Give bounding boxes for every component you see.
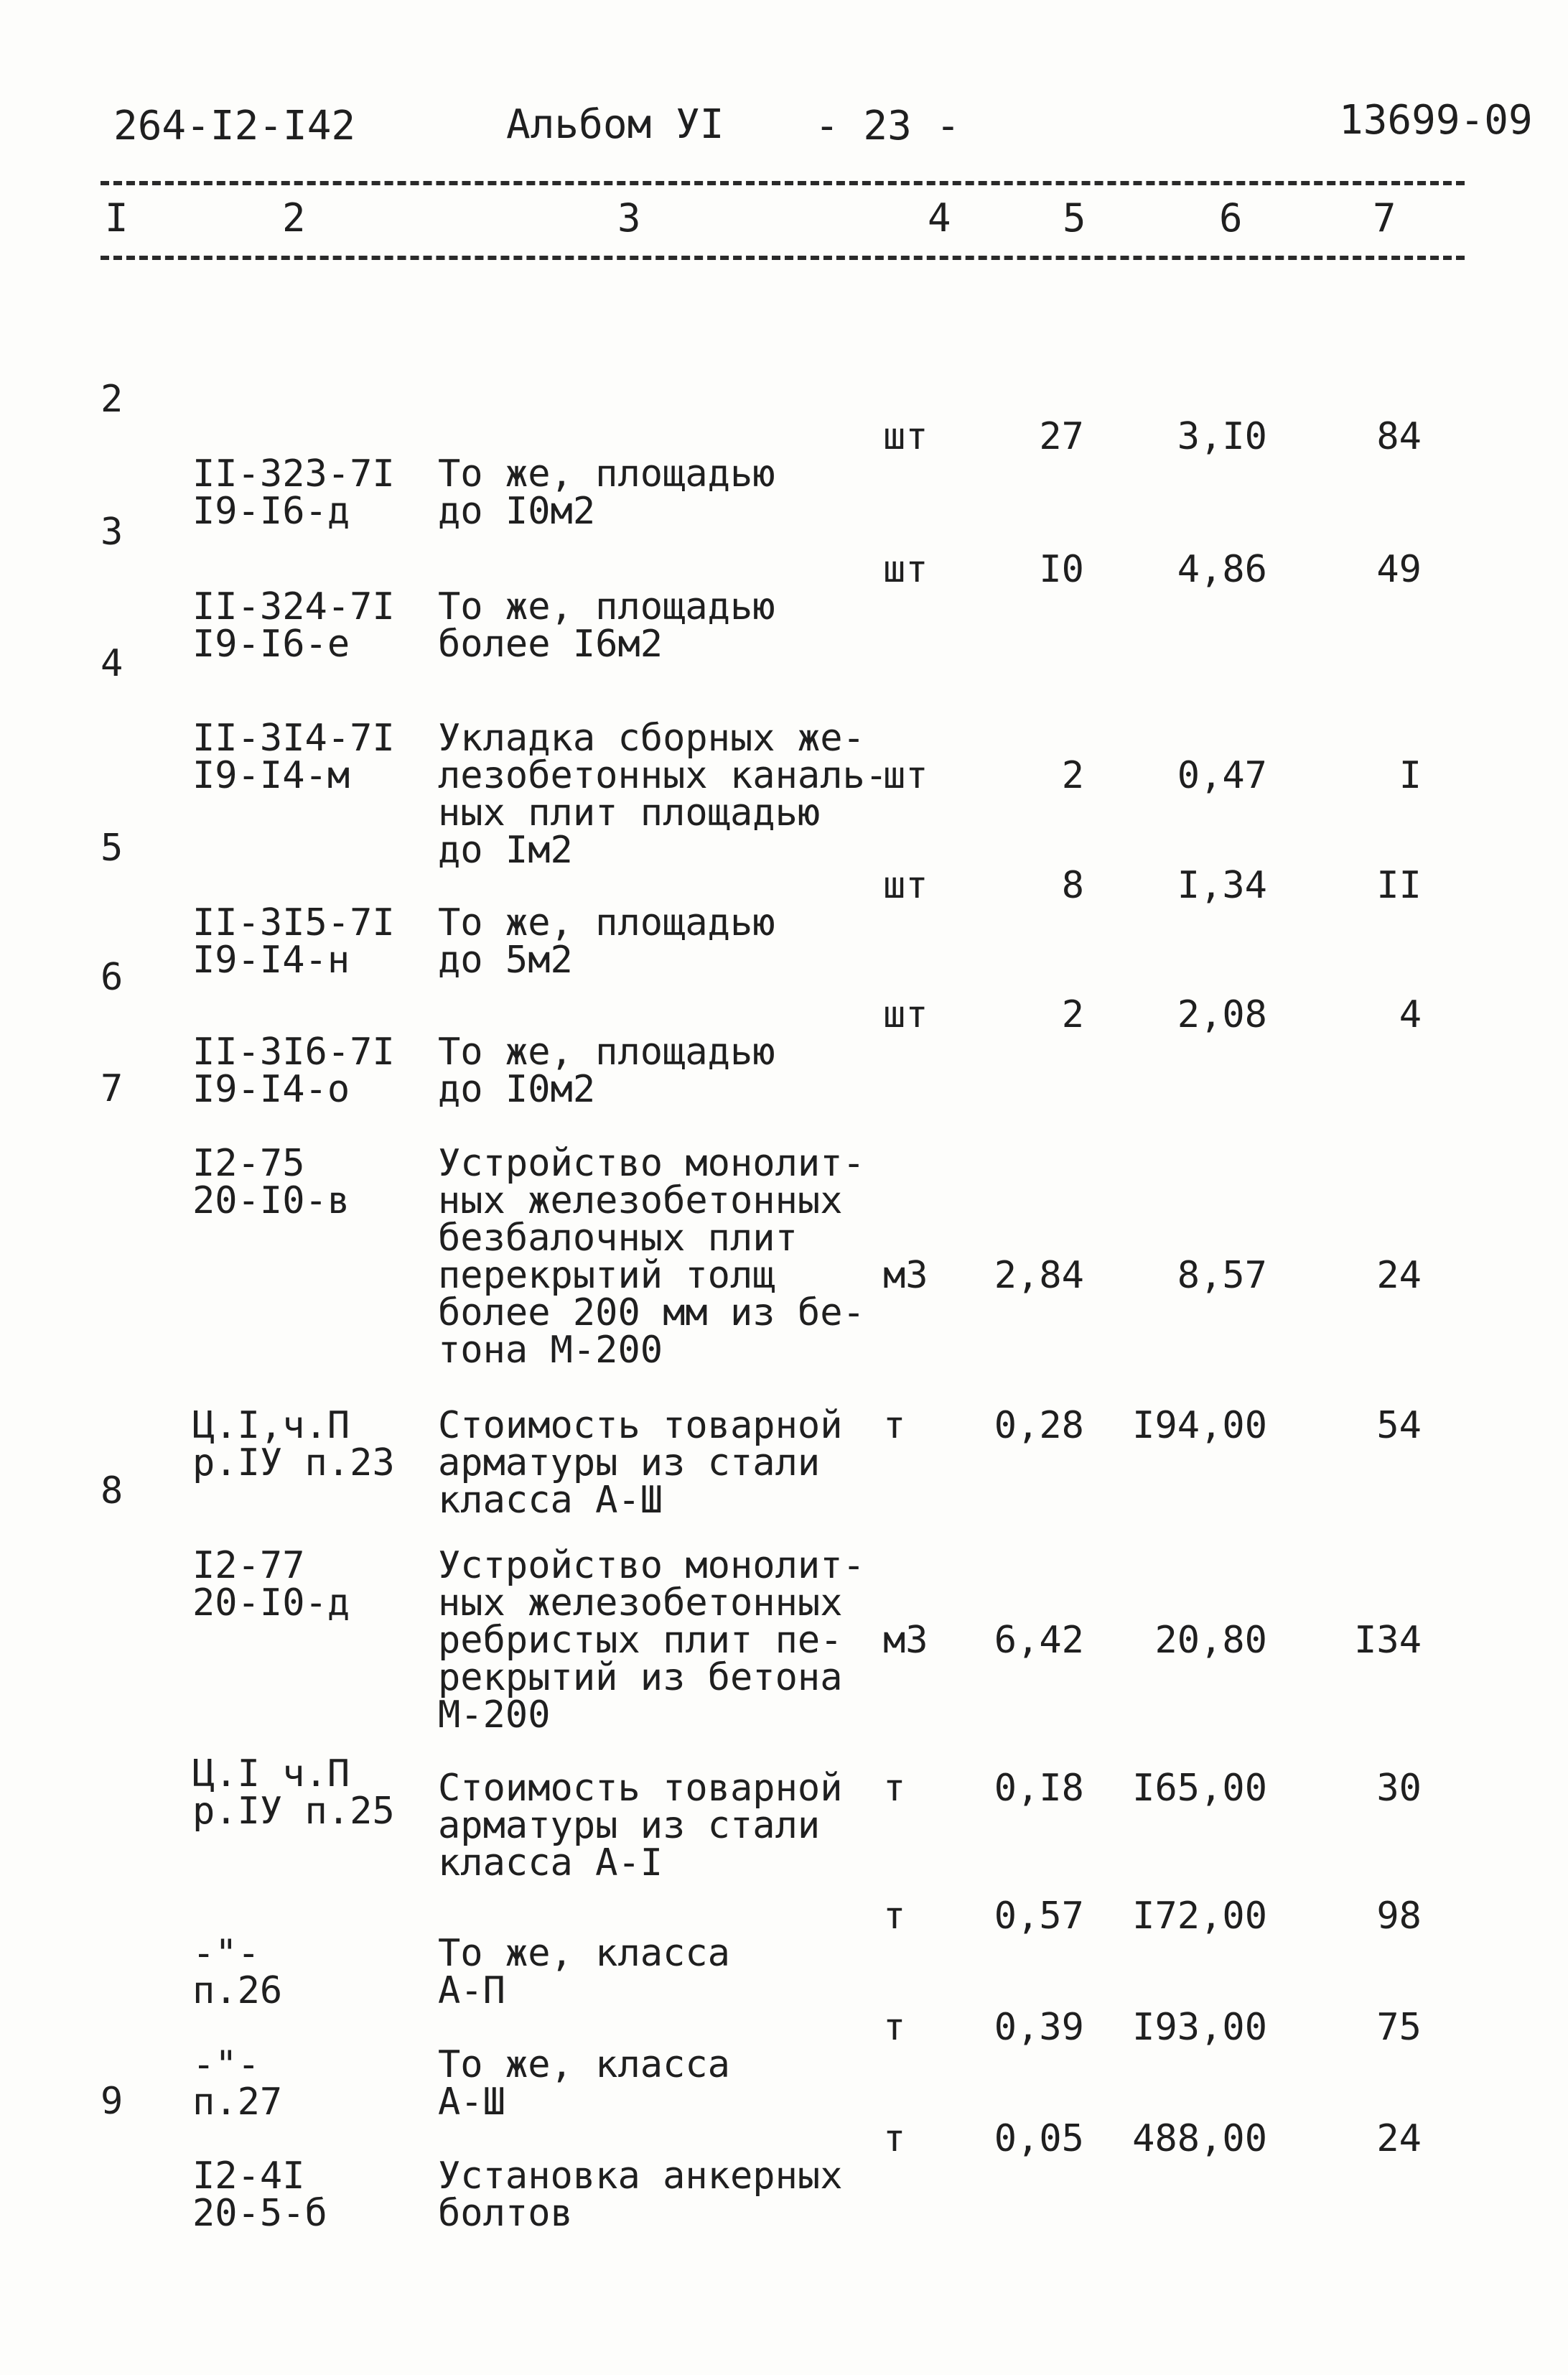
work-description: Укладка сборных же- лезобетонных каналь- ных плит площадью до Iм2	[438, 717, 888, 872]
rate-code: II-3I5-7I I9-I4-н	[192, 901, 395, 982]
archive-stamp: 13699-09	[1339, 97, 1533, 144]
total-cost: 98	[1376, 1895, 1422, 1938]
row-number: 2	[101, 378, 123, 421]
unit-price: I72,00	[1132, 1895, 1267, 1938]
unit: шт	[883, 754, 928, 797]
unit-price: 3,I0	[1177, 415, 1267, 458]
unit-price: I,34	[1177, 864, 1267, 907]
total-cost: 84	[1376, 415, 1422, 458]
rate-code: I2-4I 20-5-б	[192, 2155, 327, 2235]
quantity: I0	[1039, 548, 1084, 591]
total-cost: I	[1399, 754, 1422, 797]
unit-price: 20,80	[1154, 1619, 1267, 1662]
quantity: 27	[1039, 415, 1084, 458]
unit-price: I65,00	[1132, 1767, 1267, 1810]
work-description: Устройство монолит- ных железобетонных безбалочных плит перекрытий толщ более 200 мм из бе- тона М-200	[438, 1142, 865, 1372]
unit: шт	[883, 415, 928, 458]
work-description: То же, класса А-Ш	[438, 2043, 730, 2124]
rate-code: -"- п.26	[192, 1932, 283, 2012]
rate-code: II-3I6-7I I9-I4-о	[192, 1031, 395, 1111]
work-description: То же, площадью до I0м2	[438, 1031, 775, 1111]
column-number: 3	[617, 195, 641, 241]
quantity: 6,42	[994, 1619, 1084, 1662]
column-number: 2	[282, 195, 306, 241]
unit: м3	[883, 1619, 928, 1662]
rate-code: II-3I4-7I I9-I4-м	[192, 717, 395, 797]
work-description: То же, класса А-П	[438, 1932, 730, 2012]
rate-code: I2-75 20-I0-в	[192, 1142, 350, 1222]
column-number: 4	[928, 195, 951, 241]
column-number: 5	[1063, 195, 1086, 241]
row-number: 7	[101, 1067, 123, 1110]
quantity: 0,57	[994, 1895, 1084, 1938]
row-number: 5	[101, 827, 123, 870]
quantity: 0,28	[994, 1404, 1084, 1447]
quantity: 2	[1061, 993, 1084, 1036]
unit-price: I93,00	[1132, 2006, 1267, 2049]
unit-price: 0,47	[1177, 754, 1267, 797]
header-top-rule	[101, 181, 1465, 185]
unit: шт	[883, 993, 928, 1036]
work-description: То же, площадью до I0м2	[438, 452, 775, 533]
total-cost: II	[1376, 864, 1422, 907]
unit: т	[883, 1895, 906, 1938]
row-number: 6	[101, 956, 123, 999]
total-cost: 75	[1376, 2006, 1422, 2049]
quantity: 0,39	[994, 2006, 1084, 2049]
unit: т	[883, 2006, 906, 2049]
quantity: 2	[1061, 754, 1084, 797]
quantity: 0,I8	[994, 1767, 1084, 1810]
work-description: Стоимость товарной арматуры из стали класса А-I	[438, 1767, 843, 1884]
column-number: 6	[1219, 195, 1243, 241]
unit: т	[883, 1404, 906, 1447]
quantity: 8	[1061, 864, 1084, 907]
unit-price: I94,00	[1132, 1404, 1267, 1447]
column-number: 7	[1373, 195, 1396, 241]
total-cost: 54	[1376, 1404, 1422, 1447]
total-cost: 24	[1376, 1254, 1422, 1297]
unit-price: 8,57	[1177, 1254, 1267, 1297]
total-cost: 49	[1376, 548, 1422, 591]
unit: м3	[883, 1254, 928, 1297]
unit: шт	[883, 864, 928, 907]
unit-price: 488,00	[1132, 2117, 1267, 2160]
work-description: Стоимость товарной арматуры из стали класса А-Ш	[438, 1404, 843, 1522]
column-number: I	[105, 195, 129, 241]
album-label: Альбом УI	[506, 101, 724, 148]
total-cost: 24	[1376, 2117, 1422, 2160]
work-description: Установка анкерных болтов	[438, 2155, 843, 2235]
rate-code: I2-77 20-I0-д	[192, 1544, 350, 1625]
unit: шт	[883, 548, 928, 591]
unit: т	[883, 2117, 906, 2160]
total-cost: I34	[1354, 1619, 1422, 1662]
unit-price: 2,08	[1177, 993, 1267, 1036]
row-number: 9	[101, 2080, 123, 2123]
unit: т	[883, 1767, 906, 1810]
rate-code: Ц.I,ч.П р.IУ п.23	[192, 1404, 395, 1484]
document-code: 264-I2-I42	[113, 103, 356, 149]
rate-code: II-323-7I I9-I6-д	[192, 452, 395, 533]
work-description: Устройство монолит- ных железобетонных ребристых плит пе- рекрытий из бетона М-200	[438, 1544, 865, 1737]
row-number: 8	[101, 1469, 123, 1512]
unit-price: 4,86	[1177, 548, 1267, 591]
total-cost: 30	[1376, 1767, 1422, 1810]
quantity: 0,05	[994, 2117, 1084, 2160]
rate-code: Ц.I ч.П р.IУ п.25	[192, 1752, 395, 1833]
row-number: 3	[101, 511, 123, 554]
row-number: 4	[101, 642, 123, 685]
page-number: - 23 -	[815, 103, 961, 149]
work-description: То же, площадью более I6м2	[438, 585, 775, 666]
total-cost: 4	[1399, 993, 1422, 1036]
rate-code: II-324-7I I9-I6-е	[192, 585, 395, 666]
rate-code: -"- п.27	[192, 2043, 283, 2124]
quantity: 2,84	[994, 1254, 1084, 1297]
header-bottom-rule	[101, 256, 1465, 260]
work-description: То же, площадью до 5м2	[438, 901, 775, 982]
